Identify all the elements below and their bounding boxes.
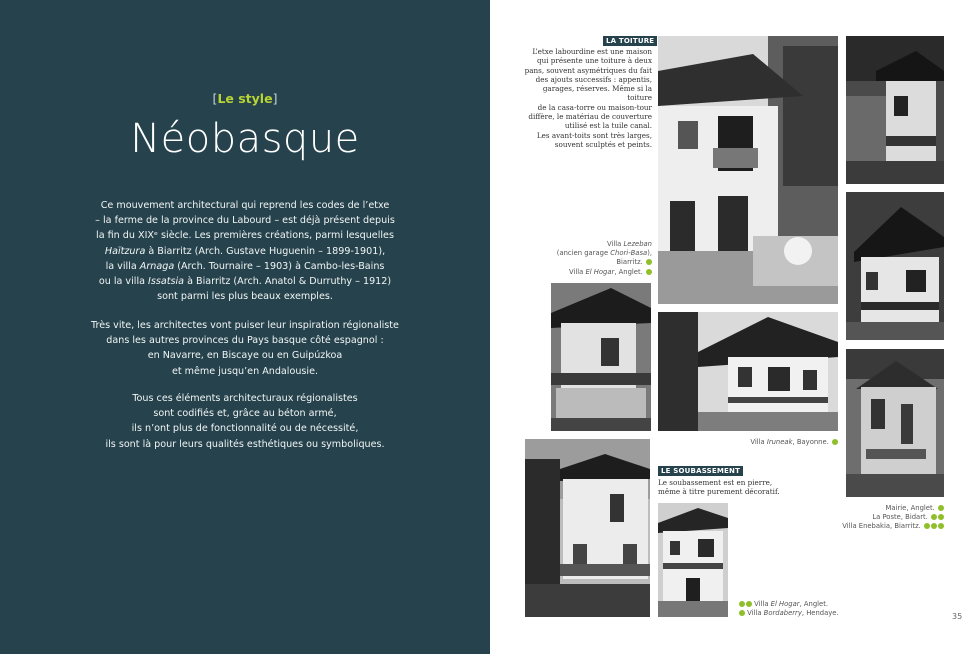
label-toiture: LA TOITURE — [603, 36, 657, 46]
inspiration-paragraph: Très vite, les architectes vont puiser leur inspiration régionaliste dans les autres provinces du Pays basque côté espagnol : en Navarre, en Biscaye ou en Guipúzkoa et même jusqu’en Andalousie. — [91, 320, 399, 377]
bullet-icon — [931, 514, 937, 520]
label-soubassement: LE SOUBASSEMENT — [658, 466, 743, 476]
photo-villa-bordaberry — [658, 503, 728, 617]
soubassement-text: Le soubassement est en pierre, même à titre purement décoratif. — [658, 478, 780, 497]
photo-house-right-bottom — [846, 349, 944, 497]
photo-villa-iruneak — [658, 312, 838, 431]
photo-villa-el-hogar-tower — [551, 283, 651, 431]
bullet-icon — [931, 523, 937, 529]
photo-house-right-middle — [846, 192, 944, 340]
kicker-label: Le style — [217, 91, 273, 106]
bullet-icon — [938, 514, 944, 520]
caption-bottom: Villa El Hogar, Anglet. Villa Bordaberry, Hendaye. — [738, 600, 848, 618]
bullet-icon — [646, 259, 652, 265]
caption-right-list: Mairie, Anglet. La Poste, Bidart. Villa Enebakia, Biarritz. — [820, 504, 944, 532]
page-title: Néobasque — [130, 116, 360, 162]
intro-paragraph: Ce mouvement architectural qui reprend les codes de l’etxe – la ferme de la province du Labourd – est déjà présent depuis la fin du XIXᵉ siècle. Les premières créations, parmi lesquelles Haïtzura à Biarritz (Arch. Gustave Huguenin – 1899-1901), la villa Arnaga (Arch. Tournaire – 1903) à Cambo-les-Bains ou la villa Issatsia à Biarritz (Arch. Anatol & Durruthy – 1912) sont parmi les plus beaux exemples. — [95, 200, 395, 303]
bullet-icon — [938, 523, 944, 529]
elements-paragraph: Tous ces éléments architecturaux régionalistes sont codifiés et, grâce au béton armé, ils n’ont plus de fonctionnalité ou de nécessité, ils sont là pour leurs qualités esthétiques ou symboliques. — [105, 393, 385, 450]
bullet-icon — [938, 505, 944, 511]
photo-house-top-right — [846, 36, 944, 184]
bullet-icon — [832, 439, 838, 445]
bullet-icon — [924, 523, 930, 529]
photo-villa-lezeban — [658, 36, 838, 304]
toiture-text: L’etxe labourdine est une maison qui présente une toiture à deux pans, souvent asymétriques du fait des ajouts successifs : appentis, garages, réserves. Même si la toiture de la casa-torre ou maison-tour diffère, le matériau de couverture utilisé est la tuile canal. Les avant-toits sont très larges, souvent sculptés et peints. — [524, 47, 652, 149]
bullet-icon — [739, 601, 745, 607]
photo-villa-el-hogar — [525, 439, 650, 617]
page-number: 35 — [952, 612, 963, 621]
bullet-icon — [739, 610, 745, 616]
caption-lezeban: Villa Lezeban (ancien garage Chori-Basa), Biarritz. Villa El Hogar, Anglet. — [556, 240, 652, 276]
caption-iruneak: Villa Iruneak, Bayonne. — [700, 438, 838, 447]
bullet-icon — [646, 269, 652, 275]
bullet-icon — [746, 601, 752, 607]
section-kicker: [Le style] — [212, 91, 278, 106]
